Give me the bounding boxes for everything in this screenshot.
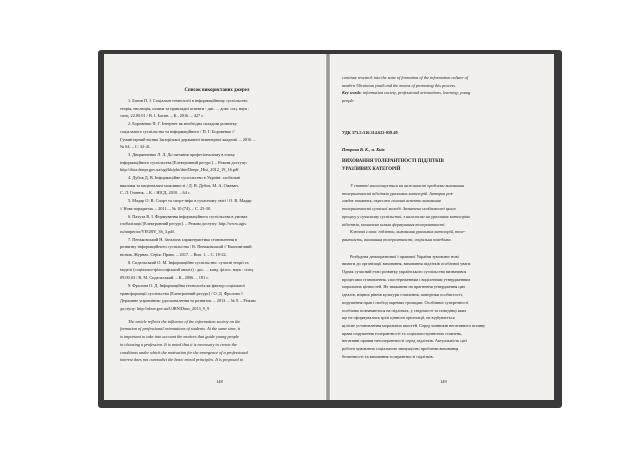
keywords-label: Key words: [342,90,362,96]
reference-line: № 64. – С. 32-41. [120,144,151,150]
reference-line: 1. Багин П. І. Соціальні технології в інформаційному суспільстві: [128,98,248,103]
reference-line: 8. Сидельський О. М. Інформаційне суспільство: сучасні теорії та [128,259,249,265]
abstract-line: in choosing a profession. It is noted that it is necessary to create the [120,341,237,347]
summary-line: глядає поняття, окреслює основні аспекти виховання [342,198,441,204]
summary-line: толерантності підлітків уразливих категорій. Авторка роз- [342,190,454,196]
article-body [342,253,540,361]
left-page [104,54,326,400]
reference-line: трансформації суспільства [Електронний ресурс] / О. Д. Фролова // [120,290,244,296]
body-line: Однак сучасний етап розвитку українського суспільства визначився [342,269,467,275]
reference-line: соціального суспільства та інформаційного / П. Г. Боровенко // [120,128,235,134]
keywords-line [342,89,540,97]
reference-line: 5. Мадяр О. В. Спорт та спорт-інфо в сучасному світі / О. В. Мадяр [128,198,252,204]
body-line: особливо позначаються на підлітках, у свідомості та поведінці яких [342,307,467,313]
english-abstract [120,318,314,364]
references-heading: Список використаних джерел [184,88,250,93]
right-page [330,54,554,400]
reference-line: глобалізації [Електронний ресурс]. – Режим доступу: http://www.agis. [120,221,247,227]
reference-line: розвитку інформаційного суспільства / В. Пеньковський // Економічний [120,244,252,250]
reference-line: ru/amperior/VEGBY_36_3.pdf. [120,228,175,234]
body-line: ідеалів, міцних рівнів культури ставлення, поведінки особистості, [342,292,463,298]
reference-line: доступу: http://nbuv.gov.ua/UJRN/Duur_2013_9_9 [120,305,210,311]
article-author: Петрова В. К., м. Київ [342,146,385,152]
reference-line: 6. Пахута В. І. Формування інформаційного суспільства в умовах [128,213,248,219]
summary-line: підлітків, визначено шляхи формування толерантності. [342,221,446,227]
reference-line: // Нова парадигма. – 2011. – № 10 (74). – С. 25-30. [120,205,212,211]
reference-line: спец. 22.00.01 / В. І. Багин. – К., 2016. – 427 с. [120,113,205,119]
reference-line: вісник. Журнал. Серія: Право. – 2017. – Вип. 1. – С. 18-22. [120,252,227,258]
keywords-text: information society, professional orientations, learning, young [361,90,471,96]
summary-line: рантність, виховання толерантності, соціальна поведінка. [342,236,452,242]
reference-line: http://dsia.dnepr.gov.ua/ugt/kb/phs/dne/Dnepr_Hist_2012_19_16.pdf [120,167,239,173]
body-line: порушення прав і свобод окремих громадян. Особливої суперечності [342,299,469,305]
body-line: негативні прояви нетолерантності серед підлітків. Актуальність цієї [342,338,467,344]
reference-line: теорія, еволюція, шляхи та прикладні аспекти : дис. ... докт. соц. наук : [120,105,250,111]
body-line: роботи зумовлена соціальною значущістю проблеми вихованця [342,346,459,352]
reference-line: 4. Дубов Д. В. Інформаційне суспільство в Україні: глобальні [128,175,241,181]
udc-code: УДК 373.5:316.314.622-058.49 [342,129,398,135]
reference-line: 9. Фролова О. Д. Інформаційна технологія як фактор соціальної [128,282,245,288]
page-number-left: 148 [216,379,223,384]
reference-line: 7. Пеньковський Н. Загальна характеристика становлення в [128,236,237,242]
reference-line: 09.00.03 / В. М. Сидельський. – К., 2006. – 181 с. [120,275,210,281]
keywords-continuation: people. [342,98,355,104]
summary-line: У статті наголошується на важливості проблеми виховання [350,183,464,189]
reference-line: виклики та національні можливості / Д. В. Дубов, М. А. Ожеван, [120,182,239,188]
reference-line: 3. Дворянченко Л. Л. До питання професіоналізму в епоху [128,151,235,157]
reference-list [120,97,314,313]
body-line: ще не сформувалися зрілі ціннісні орієнтації, не відбувається [342,315,455,321]
summary-line: толерантності сучасної молоді. Зазначено особливості цього [342,206,456,212]
reference-line: С. Л. Гнатюк. – К. : НІСД, 2010. – 64 с. [120,190,191,196]
article-summary [342,182,540,244]
abstract-line: The article reflects the influence of the information society on the [128,318,241,324]
reference-line: моделі (соціально-філософський аналіз) : дис. ... канд. філос. наук : спец. [120,267,254,273]
reference-line: 2. Боровенко П. Г. Інтернет як необхідна складова розвитку [128,121,237,127]
abstract-continuation-line: continue research into the state of formation of the information culture of [342,75,468,80]
abstract-line: conditions under which the motivation for the emergence of a professional [120,349,248,355]
body-line: цілісне установлення моральних якостей. Серед чинників негативного впливу [342,322,486,328]
body-line: вимоги до організації виховання, виховання підлітків особливої уваги. [342,261,472,267]
body-line: Розбудова демократичної і правової України зумовлює нові [350,253,459,259]
body-line: моральних цінностей. Не зважаючи на прагнення утвердження цих [342,284,466,290]
body-line: безпечності та виховання толерантності підлітків. [342,353,434,359]
page-number-right: 149 [440,379,447,384]
summary-line: Ключові слова: підлітки, виховання уразливих категорій, толе- [350,229,466,235]
reference-line: інформаційного суспільства [Електронний ресурс]. – Режим доступу: [120,159,248,165]
article-title-line: ВИХОВАННЯ ТОЛЕРАНТНОСТІ ПІДЛІТКІВ [342,159,444,165]
reference-line: Гуманітарний вісник Запорізької державної інженерної академії. – 2016. – [120,136,256,142]
abstract-line: interest does not contradict the basic moral principles. It is proposed to [120,357,244,363]
body-line: права порушення толерантності та соціально-ціннісних ставлень, [342,330,463,336]
summary-line: процесу у сучасному суспільстві, з наголосом на уразливих категоріях [342,213,470,219]
article-title-line: УРАЗЛИВИХ КАТЕГОРІЙ [342,166,401,172]
abstract-line: formation of professional orientations of students. At the same time, it [120,326,241,332]
abstract-continuation-line: modern Ukrainian youth and the means of promoting this process. [342,82,457,88]
reference-line: Державне управління: удосконалення та розвиток. – 2013. – № 9. – Режим [120,298,256,304]
body-line: процесами становлення, спостереженням і виділенням утвердженням [342,276,470,282]
abstract-line: is important to take into account the motives that guide young people [120,334,239,340]
